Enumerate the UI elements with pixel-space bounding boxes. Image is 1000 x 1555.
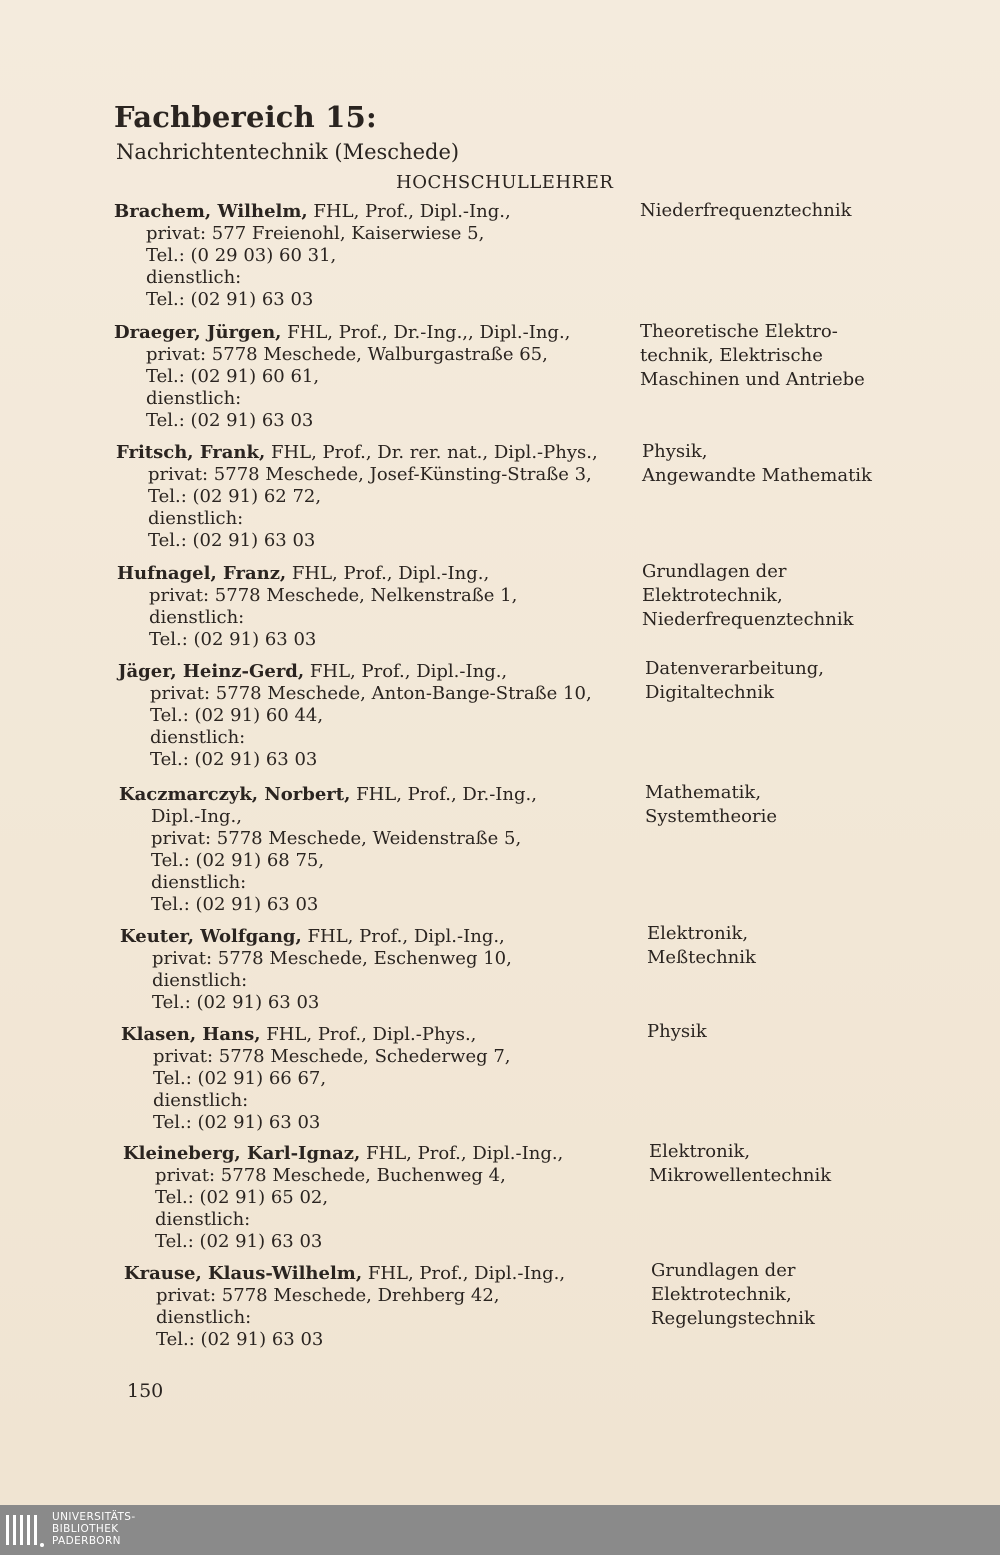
entry-line: Tel.: (02 91) 63 03 <box>151 894 319 915</box>
subject-line: Angewandte Mathematik <box>642 465 872 486</box>
entry-line: Tel.: (02 91) 68 75, <box>151 850 325 871</box>
entry-keuter <box>120 926 512 1014</box>
entry-line: privat: 5778 Meschede, Anton-Bange-Straße 10, <box>150 683 592 704</box>
entry-line: dienstlich: <box>146 388 242 409</box>
subject-line: Niederfrequenztechnik <box>640 200 852 221</box>
entry-title: FHL, Prof., Dipl.-Ing., <box>304 661 508 682</box>
entry-title: FHL, Prof., Dipl.-Ing., <box>301 926 505 947</box>
entry-krause <box>124 1263 565 1351</box>
entry-title: FHL, Prof., Dr.-Ing.,, Dipl.-Ing., <box>281 322 571 343</box>
entry-line: Tel.: (02 91) 66 67, <box>153 1068 327 1089</box>
entry-line: privat: 5778 Meschede, Nelkenstraße 1, <box>149 585 518 606</box>
entry-line: privat: 5778 Meschede, Weidenstraße 5, <box>151 828 522 849</box>
entry-subjects <box>640 199 852 223</box>
entry-subjects <box>647 922 756 970</box>
subject-line: Physik <box>647 1021 707 1042</box>
subject-line: Physik, <box>642 441 708 462</box>
entry-line: dienstlich: <box>153 1090 249 1111</box>
entry-draeger <box>114 322 570 432</box>
entry-subjects <box>642 440 872 488</box>
page-heading: Fachbereich 15: <box>114 100 377 134</box>
entry-line: Tel.: (02 91) 60 44, <box>150 705 324 726</box>
logo-line: UNIVERSITÄTS- <box>52 1511 136 1523</box>
entry-line: dienstlich: <box>150 727 246 748</box>
entry-line: Tel.: (0 29 03) 60 31, <box>146 245 337 266</box>
subject-line: Datenverarbeitung, <box>645 658 824 679</box>
entry-kaczmarczyk <box>119 784 537 916</box>
entry-kleineberg <box>123 1143 563 1253</box>
entry-line: Tel.: (02 91) 63 03 <box>155 1231 323 1252</box>
entry-title: FHL, Prof., Dipl.-Ing., <box>307 201 511 222</box>
entry-name: Hufnagel, Franz, <box>117 563 287 584</box>
entry-line: Tel.: (02 91) 62 72, <box>148 486 322 507</box>
page-number: 150 <box>127 1380 164 1402</box>
entry-name: Fritsch, Frank, <box>116 442 266 463</box>
entry-name: Klasen, Hans, <box>121 1024 261 1045</box>
entry-title: FHL, Prof., Dr.-Ing., <box>350 784 537 805</box>
entry-line: Tel.: (02 91) 63 03 <box>150 749 318 770</box>
entry-name: Kaczmarczyk, Norbert, <box>119 784 351 805</box>
entry-line: Tel.: (02 91) 65 02, <box>155 1187 329 1208</box>
entry-line: Tel.: (02 91) 63 03 <box>152 992 320 1013</box>
library-logo-icon <box>4 1509 46 1551</box>
subject-line: Theoretische Elektro- <box>640 321 838 342</box>
entry-line: Tel.: (02 91) 63 03 <box>153 1112 321 1133</box>
entry-jaeger <box>118 661 592 771</box>
entry-subjects <box>642 560 854 632</box>
entry-subjects <box>640 320 865 392</box>
entry-subjects <box>649 1140 831 1188</box>
entry-line: dienstlich: <box>146 267 242 288</box>
entry-line: privat: 5778 Meschede, Drehberg 42, <box>156 1285 500 1306</box>
entry-title: FHL, Prof., Dipl.-Ing., <box>362 1263 566 1284</box>
subject-line: Grundlagen der <box>642 561 787 582</box>
logo-line: BIBLIOTHEK <box>52 1523 119 1535</box>
entry-line: Tel.: (02 91) 63 03 <box>146 410 314 431</box>
entry-brachem <box>114 201 511 311</box>
subject-line: Niederfrequenztechnik <box>642 609 854 630</box>
subject-line: Grundlagen der <box>651 1260 796 1281</box>
entry-subjects <box>645 657 824 705</box>
logo-line: PADERBORN <box>52 1535 121 1547</box>
entry-name: Keuter, Wolfgang, <box>120 926 302 947</box>
subject-line: Mathematik, <box>645 782 762 803</box>
entry-line: dienstlich: <box>151 872 247 893</box>
subject-line: Elektronik, <box>647 923 749 944</box>
entry-line: dienstlich: <box>156 1307 252 1328</box>
entry-klasen <box>121 1024 511 1134</box>
entry-name: Brachem, Wilhelm, <box>114 201 308 222</box>
entry-line: dienstlich: <box>148 508 244 529</box>
subject-line: Systemtheorie <box>645 806 778 827</box>
entry-line: Tel.: (02 91) 63 03 <box>146 289 314 310</box>
section-label: HOCHSCHULLEHRER <box>396 172 614 193</box>
entry-name: Kleineberg, Karl-Ignaz, <box>123 1143 361 1164</box>
subject-line: Mikrowellentechnik <box>649 1165 832 1186</box>
entry-line: privat: 5778 Meschede, Schederweg 7, <box>153 1046 511 1067</box>
subject-line: Regelungstechnik <box>651 1308 815 1329</box>
entry-line: Tel.: (02 91) 63 03 <box>156 1329 324 1350</box>
entry-line: Tel.: (02 91) 60 61, <box>146 366 320 387</box>
entry-line: privat: 577 Freienohl, Kaiserwiese 5, <box>146 223 485 244</box>
entry-line: dienstlich: <box>152 970 248 991</box>
library-logo-text <box>52 1511 136 1547</box>
entry-line: Tel.: (02 91) 63 03 <box>148 530 316 551</box>
entry-line: privat: 5778 Meschede, Josef-Künsting-Straße 3, <box>148 464 592 485</box>
entry-title: FHL, Prof., Dipl.-Ing., <box>286 563 490 584</box>
subject-line: Elektronik, <box>649 1141 751 1162</box>
subject-line: Meßtechnik <box>647 947 756 968</box>
subject-line: Elektrotechnik, <box>642 585 783 606</box>
entry-line: privat: 5778 Meschede, Buchenweg 4, <box>155 1165 506 1186</box>
entry-title: FHL, Prof., Dipl.-Phys., <box>260 1024 477 1045</box>
entry-fritsch <box>116 442 598 552</box>
entry-subjects <box>651 1259 815 1331</box>
page-subheading: Nachrichtentechnik (Meschede) <box>116 140 460 164</box>
subject-line: Maschinen und Antriebe <box>640 369 865 390</box>
entry-line: dienstlich: <box>155 1209 251 1230</box>
subject-line: technik, Elektrische <box>640 345 823 366</box>
entry-title: FHL, Prof., Dipl.-Ing., <box>360 1143 564 1164</box>
entry-line: privat: 5778 Meschede, Eschenweg 10, <box>152 948 512 969</box>
entry-line: privat: 5778 Meschede, Walburgastraße 65, <box>146 344 548 365</box>
entry-line: Dipl.-Ing., <box>151 806 242 827</box>
entry-subjects <box>647 1020 707 1044</box>
entry-name: Krause, Klaus-Wilhelm, <box>124 1263 363 1284</box>
entry-line: dienstlich: <box>149 607 245 628</box>
entry-name: Jäger, Heinz-Gerd, <box>118 661 305 682</box>
library-footer <box>0 1505 1000 1555</box>
entry-hufnagel <box>117 563 517 651</box>
subject-line: Elektrotechnik, <box>651 1284 792 1305</box>
entry-title: FHL, Prof., Dr. rer. nat., Dipl.-Phys., <box>265 442 598 463</box>
entry-name: Draeger, Jürgen, <box>114 322 282 343</box>
entry-line: Tel.: (02 91) 63 03 <box>149 629 317 650</box>
entry-subjects <box>645 781 777 829</box>
subject-line: Digitaltechnik <box>645 682 775 703</box>
